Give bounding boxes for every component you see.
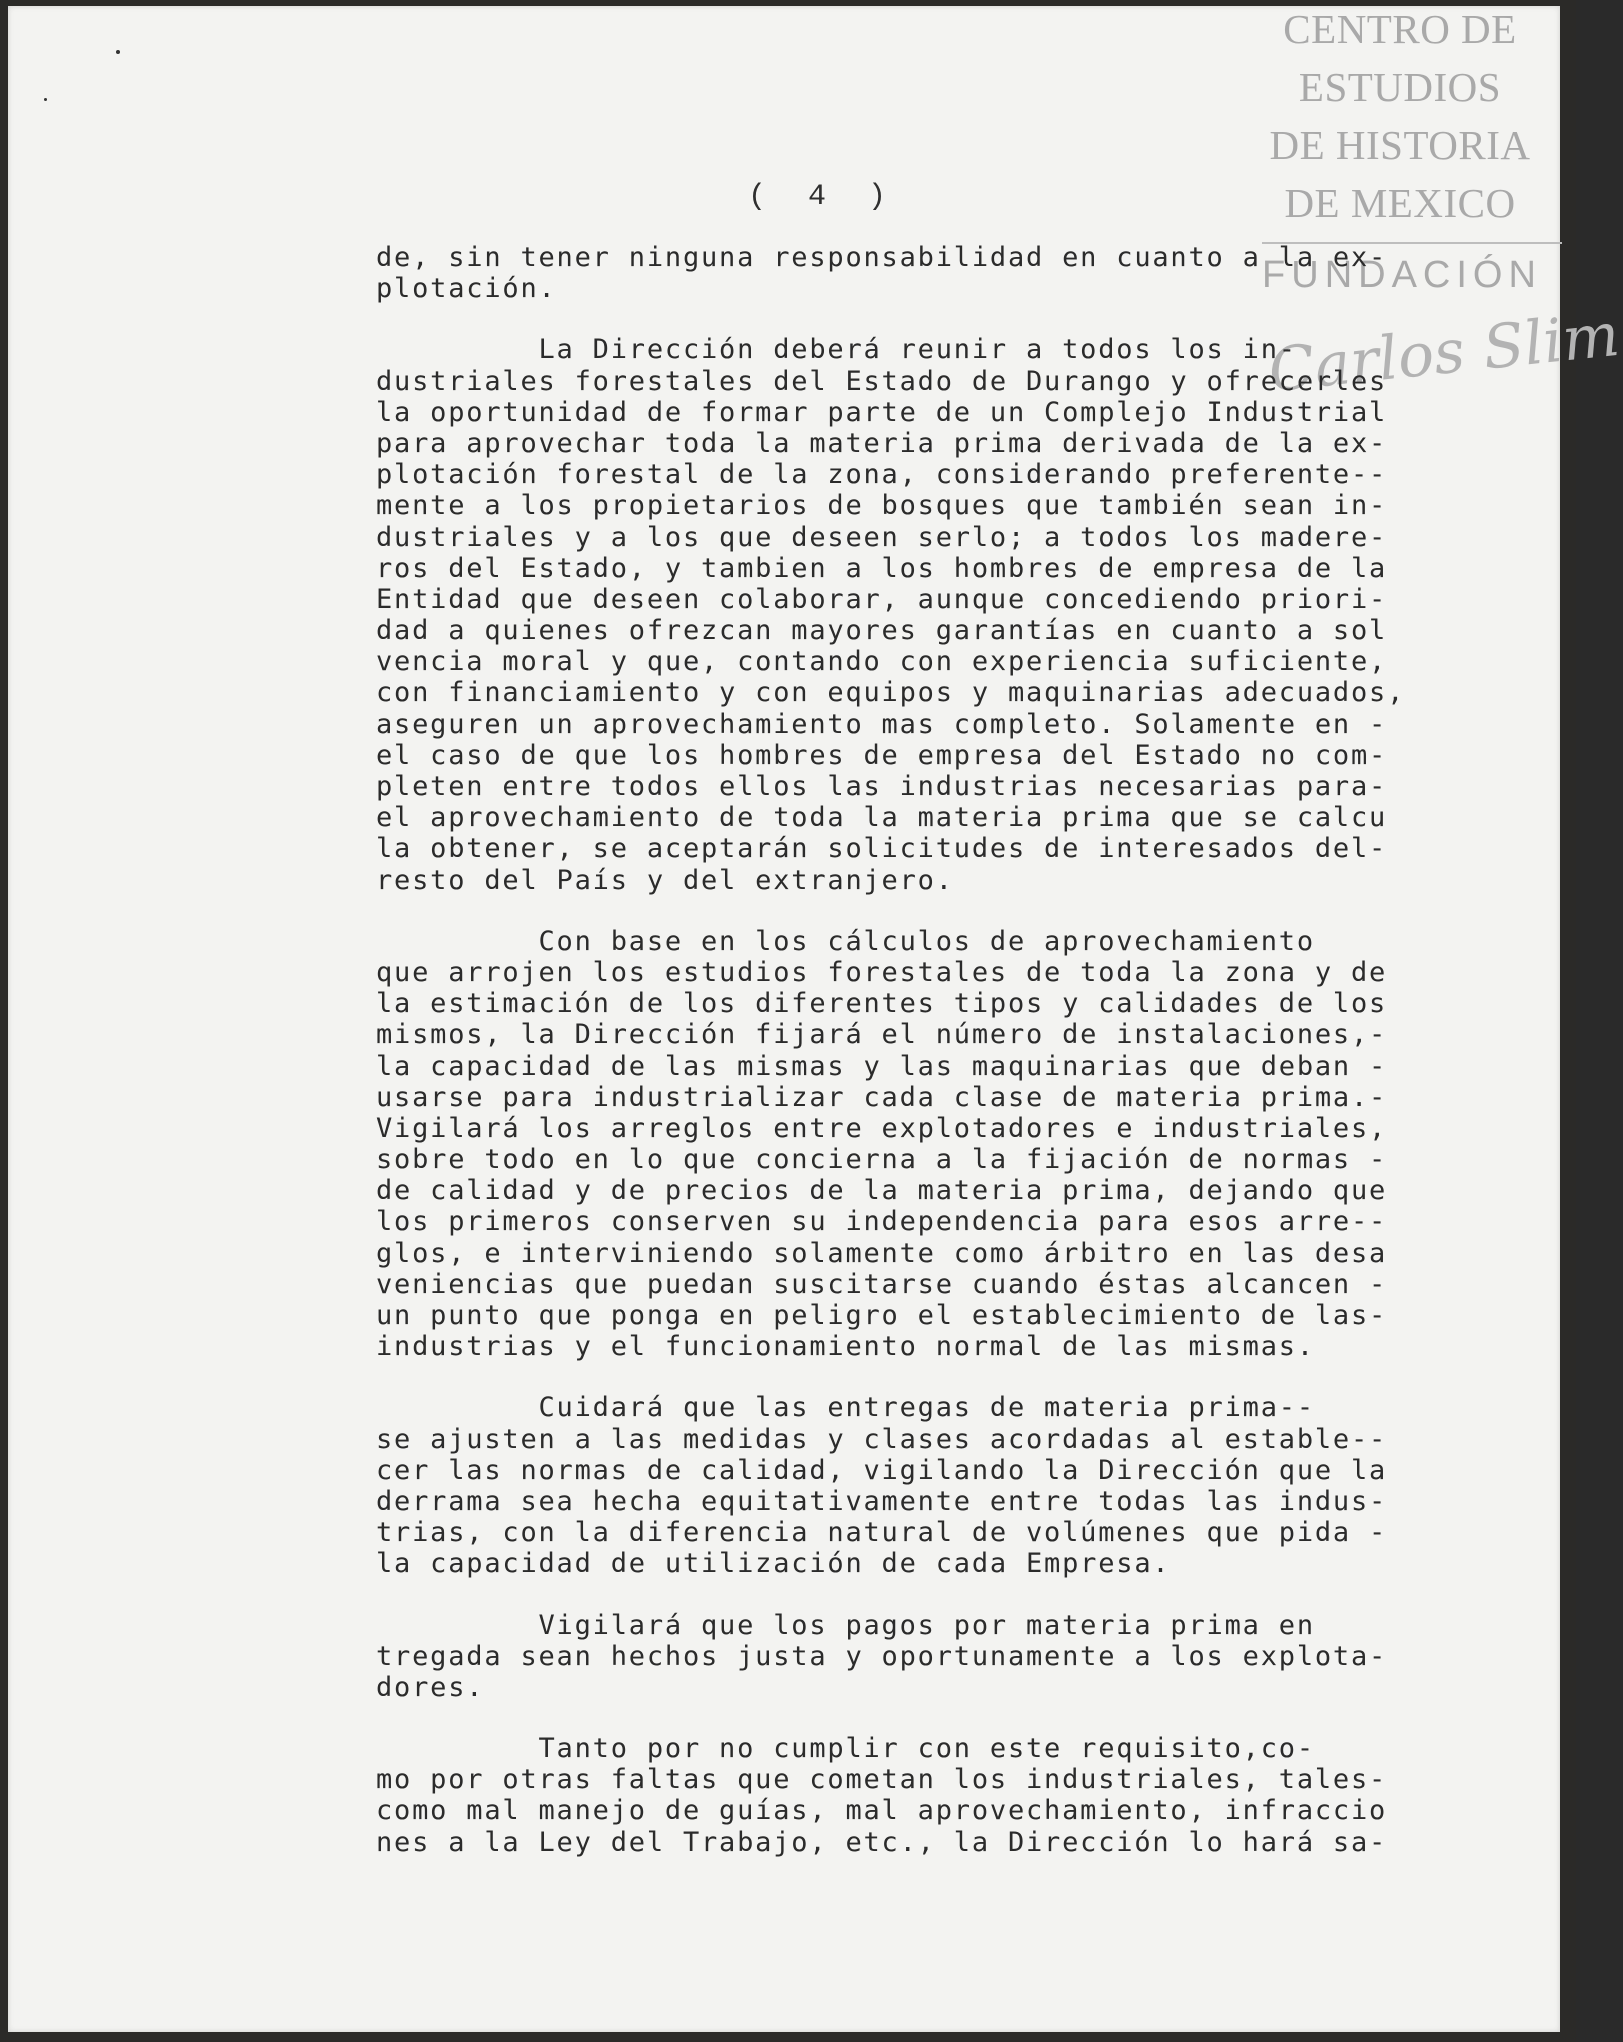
text-line: pleten entre todos ellos las industrias necesarias para-: [376, 771, 1388, 802]
text-line: se ajusten a las medidas y clases acordadas al estable--: [376, 1423, 1388, 1455]
text-line: tregada sean hechos justa y oportunamente a los explota-: [376, 1640, 1388, 1672]
text-line: la obtener, se aceptarán solicitudes de interesados del-: [376, 833, 1388, 865]
text-line: vencia moral y que, contando con experiencia suficiente,: [376, 646, 1388, 678]
text-line: el aprovechamiento de toda la materia prima que se calcu: [376, 802, 1388, 834]
paragraph: [376, 1392, 1516, 1579]
text-line: ros del Estado, y tambien a los hombres de empresa de la: [376, 552, 1388, 584]
text-line: resto del País y del extranjero.: [376, 864, 954, 896]
text-line: mente a los propietarios de bosques que también sean in-: [376, 490, 1388, 522]
text-line: plotación forestal de la zona, considerando preferente--: [376, 459, 1388, 491]
paragraph: [376, 1733, 1516, 1858]
archive-watermark: [1230, 0, 1570, 232]
text-line: mismos, la Dirección fijará el número de instalaciones,-: [376, 1019, 1388, 1051]
text-line: nes a la Ley del Trabajo, etc., la Dirección lo hará sa-: [376, 1826, 1388, 1858]
text-line: veniencias que puedan suscitarse cuando éstas alcancen -: [376, 1268, 1388, 1300]
text-line: glos, e interviniendo solamente como árbitro en las desa: [376, 1237, 1388, 1269]
text-line: dustriales y a los que deseen serlo; a todos los madere-: [376, 521, 1388, 553]
paragraph: [376, 926, 1516, 1363]
text-line: Entidad que deseen colaborar, aunque concediendo priori-: [376, 583, 1388, 615]
text-line: cer las normas de calidad, vigilando la Dirección que la: [376, 1454, 1388, 1486]
text-line: dad a quienes ofrezcan mayores garantías en cuanto a sol: [376, 615, 1388, 647]
text-line: Cuidará que las entregas de materia prima--: [376, 1392, 1315, 1424]
text-line: de, sin tener ninguna responsabilidad en cuanto a la ex-: [376, 242, 1388, 273]
text-line: mo por otras faltas que cometan los industriales, tales-: [376, 1764, 1388, 1796]
text-line: Con base en los cálculos de aprovechamiento: [376, 925, 1315, 957]
text-line: con financiamiento y con equipos y maquinarias adecuados,: [376, 677, 1406, 709]
text-line: como mal manejo de guías, mal aprovechamiento, infraccio: [376, 1795, 1388, 1827]
speck-mark: [116, 50, 120, 54]
text-line: que arrojen los estudios forestales de toda la zona y de: [376, 956, 1388, 988]
watermark-line: ESTUDIOS: [1298, 64, 1502, 110]
watermark-signature: Carlos Slim: [1265, 299, 1623, 407]
paragraph: [376, 242, 1516, 304]
text-line: la capacidad de las mismas y las maquinarias que deban -: [376, 1050, 1388, 1082]
text-line: para aprovechar toda la materia prima derivada de la ex-: [376, 427, 1388, 459]
text-line: industrias y el funcionamiento normal de las mismas.: [376, 1331, 1315, 1363]
text-line: aseguren un aprovechamiento mas completo. Solamente en -: [376, 708, 1388, 740]
speck-mark: [44, 98, 47, 101]
text-line: Vigilará los arreglos entre explotadores e industriales,: [376, 1112, 1388, 1144]
paragraph: [376, 334, 1516, 895]
text-line: La Dirección deberá reunir a todos los in-: [376, 334, 1297, 366]
text-line: Tanto por no cumplir con este requisito,co-: [376, 1733, 1315, 1765]
text-line: derrama sea hecha equitativamente entre todas las indus-: [376, 1485, 1388, 1517]
document-body: [376, 242, 1516, 1858]
page-number: ( 4 ): [748, 180, 899, 214]
text-line: sobre todo en lo que concierna a la fijación de normas -: [376, 1144, 1388, 1176]
text-line: los primeros conserven su independencia para esos arre--: [376, 1206, 1388, 1238]
text-line: la oportunidad de formar parte de un Complejo Industrial: [376, 396, 1388, 428]
text-line: la capacidad de utilización de cada Empresa.: [376, 1548, 1171, 1580]
paragraph: [376, 1610, 1516, 1704]
text-line: de calidad y de precios de la materia prima, dejando que: [376, 1175, 1388, 1207]
text-line: trias, con la diferencia natural de volúmenes que pida -: [376, 1517, 1388, 1549]
watermark-line: CENTRO DE: [1283, 6, 1517, 52]
text-line: plotación.: [376, 273, 557, 305]
text-line: un punto que ponga en peligro el establecimiento de las-: [376, 1300, 1388, 1331]
text-line: dustriales forestales del Estado de Durango y ofrecerles: [376, 365, 1388, 397]
text-line: Vigilará que los pagos por materia prima en: [376, 1609, 1315, 1641]
watermark-foundation: FUNDACIÓN: [1262, 254, 1542, 296]
watermark-line: DE MEXICO: [1284, 180, 1516, 226]
text-line: dores.: [376, 1671, 485, 1703]
text-line: usarse para industrializar cada clase de materia prima.-: [376, 1081, 1388, 1113]
text-line: la estimación de los diferentes tipos y calidades de los: [376, 988, 1388, 1020]
watermark-line: DE HISTORIA: [1269, 122, 1531, 168]
text-line: el caso de que los hombres de empresa del Estado no com-: [376, 739, 1388, 771]
